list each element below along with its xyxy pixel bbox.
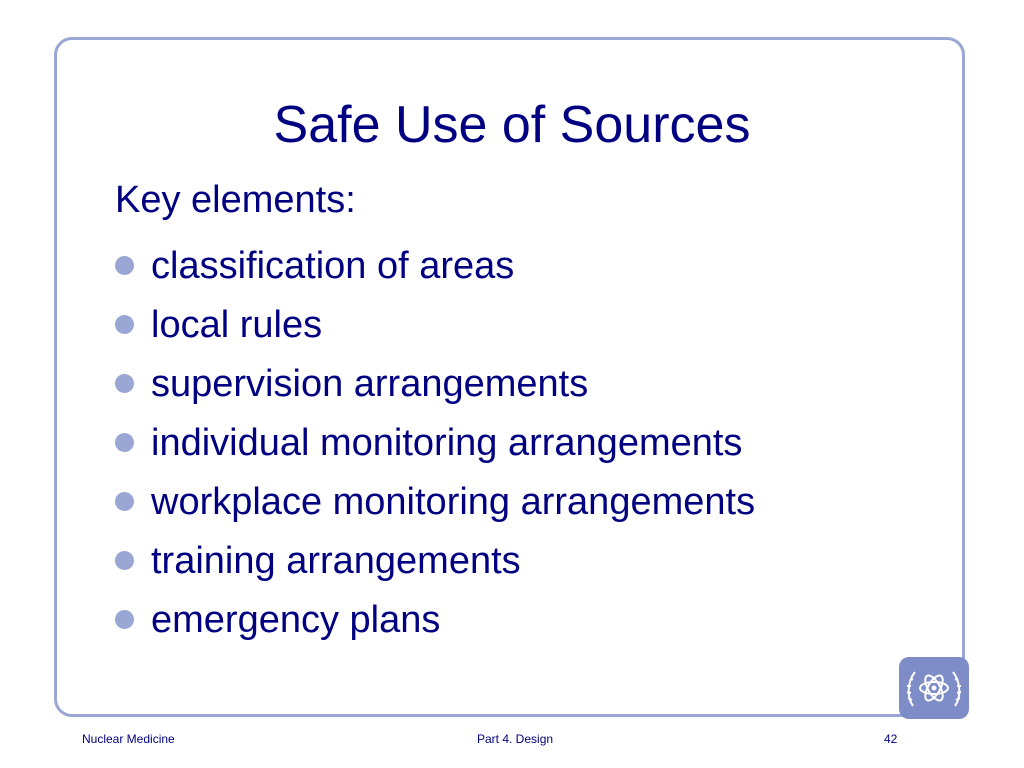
bullet-text: classification of areas — [151, 244, 515, 287]
footer-course-title: Nuclear Medicine — [82, 732, 175, 746]
bullet-dot-icon — [115, 433, 134, 452]
iaea-atom-emblem-icon — [899, 657, 969, 719]
bullet-text: local rules — [151, 303, 323, 346]
bullet-list — [115, 236, 755, 649]
bullet-dot-icon — [115, 374, 134, 393]
bullet-dot-icon — [115, 315, 134, 334]
bullet-dot-icon — [115, 256, 134, 275]
bullet-text: workplace monitoring arrangements — [151, 480, 756, 523]
bullet-item — [115, 531, 755, 590]
bullet-text: supervision arrangements — [151, 362, 589, 405]
bullet-item — [115, 236, 755, 295]
intro-text: Key elements: — [115, 179, 356, 221]
bullet-dot-icon — [115, 551, 134, 570]
bullet-text: individual monitoring arrangements — [151, 421, 743, 464]
bullet-item — [115, 413, 755, 472]
bullet-dot-icon — [115, 610, 134, 629]
footer-page-number: 42 — [884, 732, 898, 746]
bullet-dot-icon — [115, 492, 134, 511]
bullet-item — [115, 590, 755, 649]
bullet-item — [115, 354, 755, 413]
iaea-emblem-graphic — [903, 660, 965, 716]
footer-part-title: Part 4. Design — [477, 732, 554, 746]
bullet-item — [115, 472, 755, 531]
bullet-text: training arrangements — [151, 539, 521, 582]
bullet-text: emergency plans — [151, 598, 441, 641]
bullet-item — [115, 295, 755, 354]
slide-title: Safe Use of Sources — [273, 96, 751, 154]
